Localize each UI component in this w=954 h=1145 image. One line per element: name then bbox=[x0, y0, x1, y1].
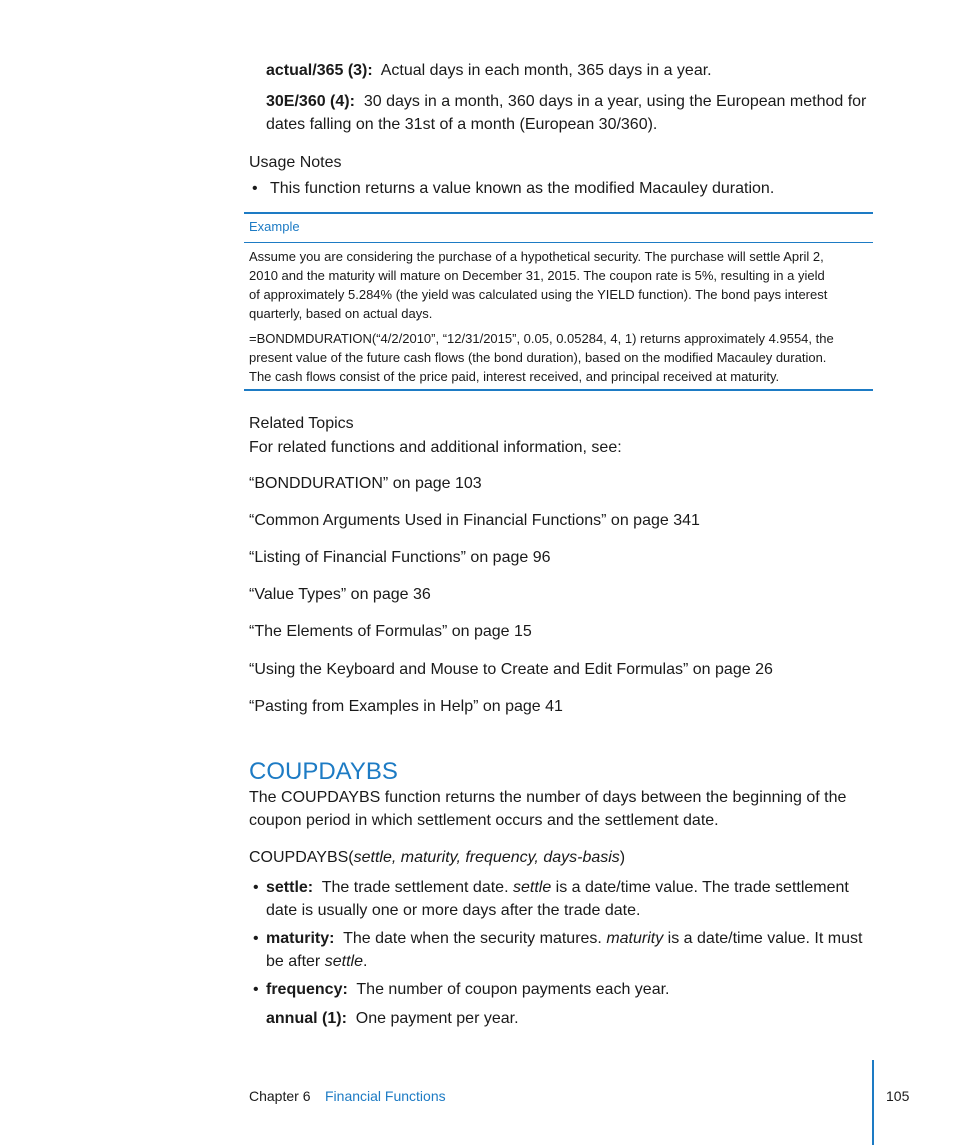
def-text: 30 days in a month, 360 days in a year, using the European method for bbox=[363, 93, 867, 110]
def-term: actual/365 (3): bbox=[266, 62, 373, 79]
example-paragraph-2 bbox=[249, 329, 873, 386]
argument-term: maturity: bbox=[266, 930, 335, 947]
syntax-close: ) bbox=[619, 849, 626, 866]
section-description bbox=[249, 786, 873, 832]
example-line: quarterly, based on actual days. bbox=[249, 306, 433, 321]
argument-italic: settle bbox=[324, 953, 363, 970]
example-top-rule bbox=[244, 212, 873, 214]
footer-section[interactable]: Financial Functions bbox=[325, 1088, 446, 1104]
argument-punct: . bbox=[362, 953, 368, 970]
related-link[interactable]: “Common Arguments Used in Financial Functions” on page 341 bbox=[249, 512, 700, 529]
bullet: • bbox=[253, 981, 259, 998]
footer-chapter: Chapter 6 bbox=[249, 1088, 311, 1104]
description-line: The COUPDAYBS function returns the number of days between the beginning of the bbox=[249, 789, 847, 806]
argument-term: settle: bbox=[266, 879, 314, 896]
usage-note-text: This function returns a value known as the modified Macauley duration. bbox=[270, 180, 775, 197]
function-syntax bbox=[249, 846, 625, 869]
footer-divider bbox=[872, 1060, 874, 1145]
def-actual-365 bbox=[266, 59, 712, 82]
syntax-name: COUPDAYBS bbox=[249, 849, 349, 866]
example-paragraph-1 bbox=[249, 247, 873, 323]
argument-italic: settle bbox=[512, 879, 552, 896]
argument-text: The trade settlement date. bbox=[321, 879, 509, 896]
example-label: Example bbox=[249, 219, 300, 234]
example-line: present value of the future cash flows (the bond duration), based on the modified Macauley duration. bbox=[249, 350, 827, 365]
argument-term: frequency: bbox=[266, 981, 348, 998]
sub-def-term: annual (1): bbox=[266, 1010, 347, 1027]
argument-settle bbox=[249, 876, 873, 922]
example-line: The cash flows consist of the price paid, interest received, and principal received at maturity. bbox=[249, 369, 780, 384]
related-link[interactable]: “Value Types” on page 36 bbox=[249, 586, 431, 603]
argument-text-cont: be after bbox=[266, 953, 321, 970]
argument-maturity bbox=[249, 927, 873, 973]
example-line: 2010 and the maturity will mature on December 31, 2015. The coupon rate is 5%, resulting in a yield bbox=[249, 268, 825, 283]
bullet: • bbox=[252, 180, 258, 197]
sub-def-text: One payment per year. bbox=[355, 1010, 519, 1027]
argument-text: The number of coupon payments each year. bbox=[356, 981, 670, 998]
def-text: Actual days in each month, 365 days in a year. bbox=[380, 62, 712, 79]
usage-notes-heading: Usage Notes bbox=[249, 154, 342, 171]
related-topics-intro: For related functions and additional information, see: bbox=[249, 439, 622, 456]
example-line: of approximately 5.284% (the yield was calculated using the YIELD function). The bond pays interest bbox=[249, 287, 828, 302]
related-topics-heading: Related Topics bbox=[249, 415, 354, 432]
bullet: • bbox=[253, 879, 259, 896]
related-link[interactable]: “Using the Keyboard and Mouse to Create and Edit Formulas” on page 26 bbox=[249, 661, 773, 678]
sub-def-annual bbox=[266, 1007, 519, 1030]
syntax-args: settle, maturity, frequency, days-basis bbox=[353, 849, 620, 866]
bullet: • bbox=[253, 930, 259, 947]
related-link[interactable]: “Pasting from Examples in Help” on page 41 bbox=[249, 698, 563, 715]
example-label-rule bbox=[244, 242, 873, 243]
example-line: Assume you are considering the purchase of a hypothetical security. The purchase will settle April 2, bbox=[249, 249, 824, 264]
related-link[interactable]: “The Elements of Formulas” on page 15 bbox=[249, 623, 532, 640]
related-link[interactable]: “Listing of Financial Functions” on page 96 bbox=[249, 549, 551, 566]
def-text-cont: dates falling on the 31st of a month (European 30/360). bbox=[266, 116, 658, 133]
argument-text-cont: date is usually one or more days after the trade date. bbox=[266, 902, 641, 919]
argument-text: is a date/time value. The trade settlement bbox=[555, 879, 849, 896]
related-link[interactable]: “BONDDURATION” on page 103 bbox=[249, 475, 482, 492]
description-line: coupon period in which settlement occurs and the settlement date. bbox=[249, 812, 719, 829]
syntax-open: ( bbox=[348, 849, 354, 866]
argument-italic: maturity bbox=[606, 930, 664, 947]
argument-text: The date when the security matures. bbox=[343, 930, 602, 947]
argument-text: is a date/time value. It must bbox=[667, 930, 863, 947]
section-title: COUPDAYBS bbox=[249, 758, 398, 785]
def-term: 30E/360 (4): bbox=[266, 93, 355, 110]
example-bottom-rule bbox=[244, 389, 873, 391]
def-30e-360 bbox=[266, 90, 866, 136]
example-line: =BONDMDURATION(“4/2/2010”, “12/31/2015”, 0.05, 0.05284, 4, 1) returns approximately 4.9554, the bbox=[249, 331, 834, 346]
page-number: 105 bbox=[886, 1088, 910, 1104]
argument-frequency bbox=[249, 978, 873, 1001]
